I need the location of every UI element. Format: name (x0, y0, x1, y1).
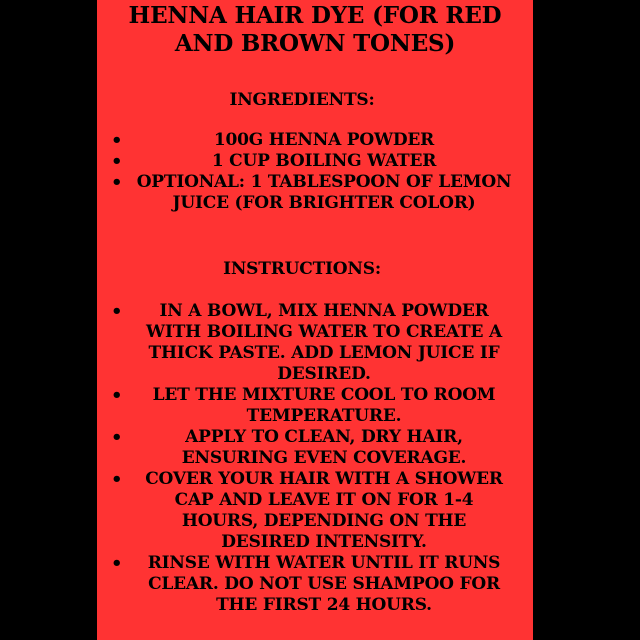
instruction-text: APPLY TO CLEAN, DRY HAIR, ENSURING EVEN COVERAGE. (181, 427, 467, 468)
ingredients-heading: INGREDIENTS: (229, 90, 375, 110)
ingredient-text: OPTIONAL: 1 TABLESPOON OF LEMON JUICE (FOR BRIGHTER COLOR) (136, 172, 512, 213)
instruction-text: IN A BOWL, MIX HENNA POWDER WITH BOILING WATER TO CREATE A THICK PASTE. ADD LEMON JUICE IF DESIRED. (146, 301, 502, 384)
instruction-text: LET THE MIXTURE COOL TO ROOM TEMPERATURE. (152, 385, 496, 426)
list-item (97, 172, 533, 214)
page-title: HENNA HAIR DYE (FOR RED AND BROWN TONES) (128, 2, 502, 57)
bullet-icon: • (111, 469, 123, 490)
ingredient-text: 100G HENNA POWDER (213, 130, 435, 150)
bullet-icon: • (111, 385, 123, 406)
instruction-text: RINSE WITH WATER UNTIL IT RUNS CLEAR. DO NOT USE SHAMPOO FOR THE FIRST 24 HOURS. (147, 553, 501, 615)
list-item (97, 427, 533, 469)
instructions-list (97, 301, 533, 616)
list-item (97, 469, 533, 553)
bullet-icon: • (111, 553, 123, 574)
list-item (97, 130, 533, 151)
ingredient-text: 1 CUP BOILING WATER (211, 151, 437, 171)
bullet-icon: • (111, 130, 123, 151)
bullet-icon: • (111, 427, 123, 448)
recipe-card (97, 0, 533, 640)
instructions-heading: INSTRUCTIONS: (223, 259, 381, 279)
list-item (97, 301, 533, 385)
bullet-icon: • (111, 151, 123, 172)
list-item (97, 553, 533, 616)
ingredients-list (97, 130, 533, 214)
instruction-text: COVER YOUR HAIR WITH A SHOWER CAP AND LEAVE IT ON FOR 1-4 HOURS, DEPENDING ON THE DESIRED INTENSITY. (145, 469, 503, 552)
list-item (97, 151, 533, 172)
bullet-icon: • (111, 172, 123, 193)
bullet-icon: • (111, 301, 123, 322)
list-item (97, 385, 533, 427)
